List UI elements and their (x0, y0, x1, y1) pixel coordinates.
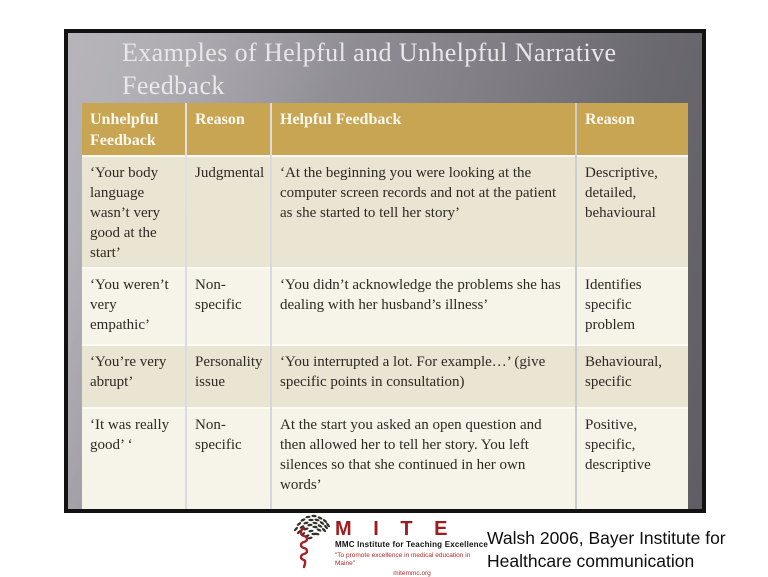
mite-institute-name: MMC Institute for Teaching Excellence (335, 540, 489, 549)
table-row (82, 268, 688, 345)
table-cell: Non-specific (186, 408, 271, 509)
table-row (82, 345, 688, 408)
header-unhelpful-feedback: Unhelpful Feedback (82, 103, 186, 156)
mite-tagline: "To promote excellence in medical education in Maine" (335, 552, 471, 567)
table-cell: ‘You interrupted a lot. For example…’ (give specific points in consultation) (271, 345, 576, 408)
table-cell: Personality issue (186, 345, 271, 408)
table-header-row (82, 103, 688, 156)
table-row (82, 156, 688, 268)
table-cell: Non-specific (186, 268, 271, 345)
slide-canvas (64, 29, 706, 513)
feedback-table-container (82, 103, 688, 509)
citation-text: Walsh 2006, Bayer Institute for Healthcare communication (487, 528, 726, 571)
table-cell: ‘It was really good’ ‘ (82, 408, 186, 509)
table-cell: ‘You didn’t acknowledge the problems she has dealing with her husband’s illness’ (271, 268, 576, 345)
table-cell: At the start you asked an open question and then allowed her to tell her story. You left silences so that she continued in her own words’ (271, 408, 576, 509)
table-cell: Descriptive, detailed, behavioural (576, 156, 688, 268)
header-reason-1: Reason (186, 103, 271, 156)
table-row (82, 408, 688, 509)
mite-logo (289, 514, 489, 577)
slide-title: Examples of Helpful and Unhelpful Narrative Feedback (122, 38, 617, 100)
table-cell: Positive, specific, descriptive (576, 408, 688, 509)
table-cell: ‘At the beginning you were looking at the computer screen records and not at the patient as she started to tell her story’ (271, 156, 576, 268)
table-cell: Behavioural, specific (576, 345, 688, 408)
mite-website: mitemmc.org (393, 570, 431, 577)
header-reason-2: Reason (576, 103, 688, 156)
table-cell: ‘You’re very abrupt’ (82, 345, 186, 408)
tree-caduceus-icon (289, 514, 333, 577)
table-cell: ‘Your body language wasn’t very good at the start’ (82, 156, 186, 268)
table-cell: Judgmental (186, 156, 271, 268)
table-cell: Identifies specific problem (576, 268, 688, 345)
feedback-table (82, 103, 688, 509)
mite-acronym: M I T E (335, 518, 456, 540)
table-cell: ‘You weren’t very empathic’ (82, 268, 186, 345)
header-helpful-feedback: Helpful Feedback (271, 103, 576, 156)
